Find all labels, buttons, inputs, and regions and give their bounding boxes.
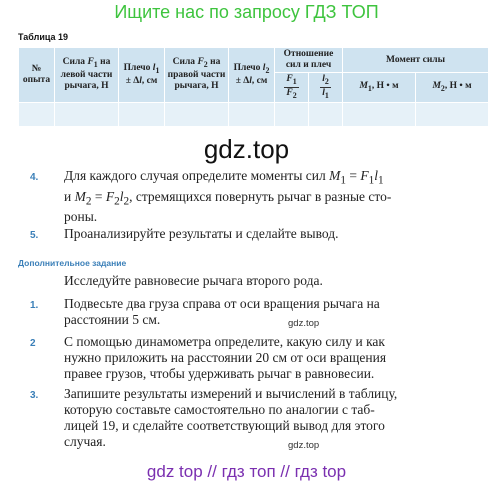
table-cell — [343, 102, 416, 126]
header-arm-left: Плечо $l_1 \pm \Delta l$, см — [119, 48, 165, 103]
header-moment: Момент силы — [343, 48, 489, 73]
promo-banner: Ищите нас по запросу ГДЗ ТОП — [114, 2, 379, 22]
table-cell — [275, 102, 309, 126]
header-force-right: Сила $F_2$ на правой части рычага, Н — [165, 48, 229, 103]
watermark-gdz-top: gdz.top — [203, 134, 290, 164]
step-5-text: Проанализируйте результаты и сделайте вывод. — [64, 226, 339, 241]
table-cell — [416, 102, 489, 126]
table-caption: Таблица 19 — [18, 32, 69, 42]
header-arm-right: Плечо $l_2 \pm \Delta l$, см — [229, 48, 275, 103]
header-ratio: Отношение сил и плеч — [275, 48, 343, 73]
data-table-19 — [18, 47, 489, 127]
header-force-ratio: $F_1$ $F_2$ — [275, 73, 309, 103]
step-number: 4. — [30, 172, 39, 183]
table-row — [19, 102, 489, 126]
step-number: 5. — [30, 230, 39, 241]
extra-step-3-text: Запишите результаты измерений и вычислений в таблицу, которую составьте самостоятельно по аналогии с таб- лицей 19, и сделайте соответствующий вывод для этого случая. — [64, 386, 398, 449]
header-experiment-number: № опыта — [19, 48, 55, 103]
table-cell — [119, 102, 165, 126]
extra-step-1-text: Подвесьте два груза справа от оси вращения рычага на расстоянии 5 см. — [64, 296, 380, 327]
footer-watermark: gdz top // гдз топ // гдз top — [146, 462, 347, 481]
table-cell — [55, 102, 119, 126]
extra-step-2-text: С помощью динамометра определите, какую силу и как нужно приложить на расстоянии 20 см от оси вращения правее грузов, чтобы удерживать рычаг в равновесии. — [64, 334, 387, 381]
step-number: 1. — [30, 300, 39, 311]
extra-intro: Исследуйте равновесие рычага второго рода. — [64, 273, 323, 288]
table-cell — [229, 102, 275, 126]
header-moment-2: $M_2$, Н • м — [416, 73, 489, 103]
step-number: 3. — [30, 390, 39, 401]
step-number: 2 — [30, 338, 36, 349]
section-title: Дополнительное задание — [18, 258, 127, 268]
watermark-small: gdz.top — [288, 318, 320, 329]
table-cell — [19, 102, 55, 126]
table-cell — [165, 102, 229, 126]
header-force-left: Сила $F_1$ на левой части рычага, Н — [55, 48, 119, 103]
table-cell — [309, 102, 343, 126]
header-moment-1: $M_1$, Н • м — [343, 73, 416, 103]
watermark-small: gdz.top — [288, 440, 320, 451]
step-4-text: Для каждого случая определите моменты сил $M_1 = F_1l_1$ и $M_2 = F_2l_2$, стремящихся повернуть рычаг в разные сто- роны. — [64, 168, 392, 225]
header-arm-ratio: $l_2$ $l_1$ — [309, 73, 343, 103]
